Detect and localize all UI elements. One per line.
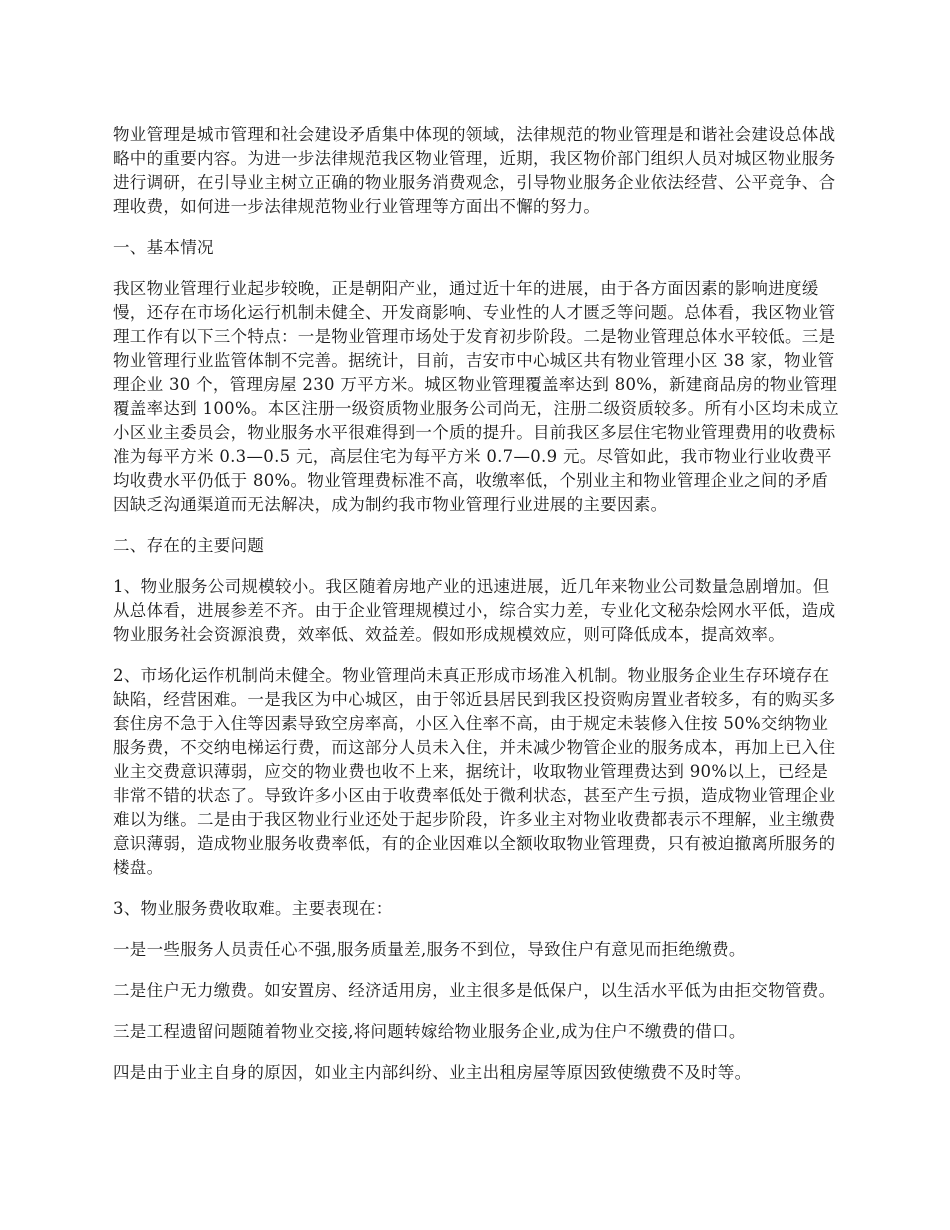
problem-item-3-point-b: 二是住户无力缴费。如安置房、经济适用房，业主很多是低保户，以生活水平低为由拒交物管费。 xyxy=(113,981,836,1000)
section-heading-main-problems: 二、存在的主要问题 xyxy=(113,536,265,555)
problem-item-3-point-a: 一是一些服务人员责任心不强,服务质量差,服务不到位，导致住户有意见而拒绝缴费。 xyxy=(113,940,746,959)
problem-item-3: 3、物业服务费收取难。主要表现在： xyxy=(113,899,393,918)
intro-paragraph: 物业管理是城市管理和社会建设矛盾集中体现的领域，法律规范的物业管理是和谐社会建设总体战略中的重要内容。为进一步法律规范我区物业管理，近期，我区物价部门组织人员对城区物业服务进行调研，在引导业主树立正确的物业服务消费观念，引导物业服务企业依法经营、公平竞争、合理收费，如何进一步法律规范物业行业管理等方面出不懈的努力。 xyxy=(113,125,836,216)
section-heading-basic-situation: 一、基本情况 xyxy=(113,238,214,257)
problem-item-3-point-c: 三是工程遗留问题随着物业交接,将问题转嫁给物业服务企业,成为住户不缴费的借口。 xyxy=(113,1022,746,1041)
problem-item-2: 2、市场化运作机制尚未健全。物业管理尚未真正形成市场准入机制。物业服务企业生存环境存在缺陷，经营困难。一是我区为中心城区，由于邻近县居民到我区投资购房置业者较多，有的购买多套住房不急于入住等因素导致空房率高，小区入住率不高，由于规定未装修入住按 50%交纳物业服务费，不交纳电梯运行费，而这部分人员未入住，并未减少物管企业的服务成本，再加上已入住业主交费意识薄弱，应交的物业费也收不上来，据统计，收取物业管理费达到 90%以上，已经是非常不错的状态了。导致许多小区由于收费率低处于微利状态，甚至产生亏损，造成物业管理企业难以为继。二是由于我区物业行业还处于起步阶段，许多业主对物业收费都表示不理解，业主缴费意识薄弱，造成物业服务收费率低，有的企业因难以全额收取物业管理费，只有被迫撤离所服务的楼盘。 xyxy=(113,666,836,877)
problem-item-1: 1、物业服务公司规模较小。我区随着房地产业的迅速进展，近几年来物业公司数量急剧增加。但从总体看，进展参差不齐。由于企业管理规模过小，综合实力差，专业化文秘杂烩网水平低，造成物业服务社会资源浪费，效率低、效益差。假如形成规模效应，则可降低成本，提高效率。 xyxy=(113,577,836,644)
basic-situation-paragraph: 我区物业管理行业起步较晚，正是朝阳产业，通过近十年的进展，由于各方面因素的影响进度缓慢，还存在市场化运行机制未健全、开发商影响、专业性的人才匮乏等问题。总体看，我区物业管理工作有以下三个特点：一是物业管理市场处于发育初步阶段。二是物业管理总体水平较低。三是物业管理行业监管体制不完善。据统计，目前，吉安市中心城区共有物业管理小区 38 家，物业管理企业 30 个，管理房屋 230 万平方米。城区物业管理覆盖率达到 80%，新建商品房的物业管理覆盖率达到 100%。本区注册一级资质物业服务公司尚无，注册二级资质较多。所有小区均未成立小区业主委员会，物业服务水平很难得到一个质的提升。目前我区多层住宅物业管理费用的收费标准为每平方米 0.3—0.5 元，高层住宅为每平方米 0.7—0.9 元。尽管如此，我市物业行业收费平均收费水平仍低于 80%。物业管理费标准不高，收缴率低，个别业主和物业管理企业之间的矛盾因缺乏沟通渠道而无法解决，成为制约我市物业管理行业进展的主要因素。 xyxy=(113,279,839,514)
problem-item-3-point-d: 四是由于业主自身的原因，如业主内部纠纷、业主出租房屋等原因致使缴费不及时等。 xyxy=(113,1063,752,1082)
document-body xyxy=(113,123,841,1102)
